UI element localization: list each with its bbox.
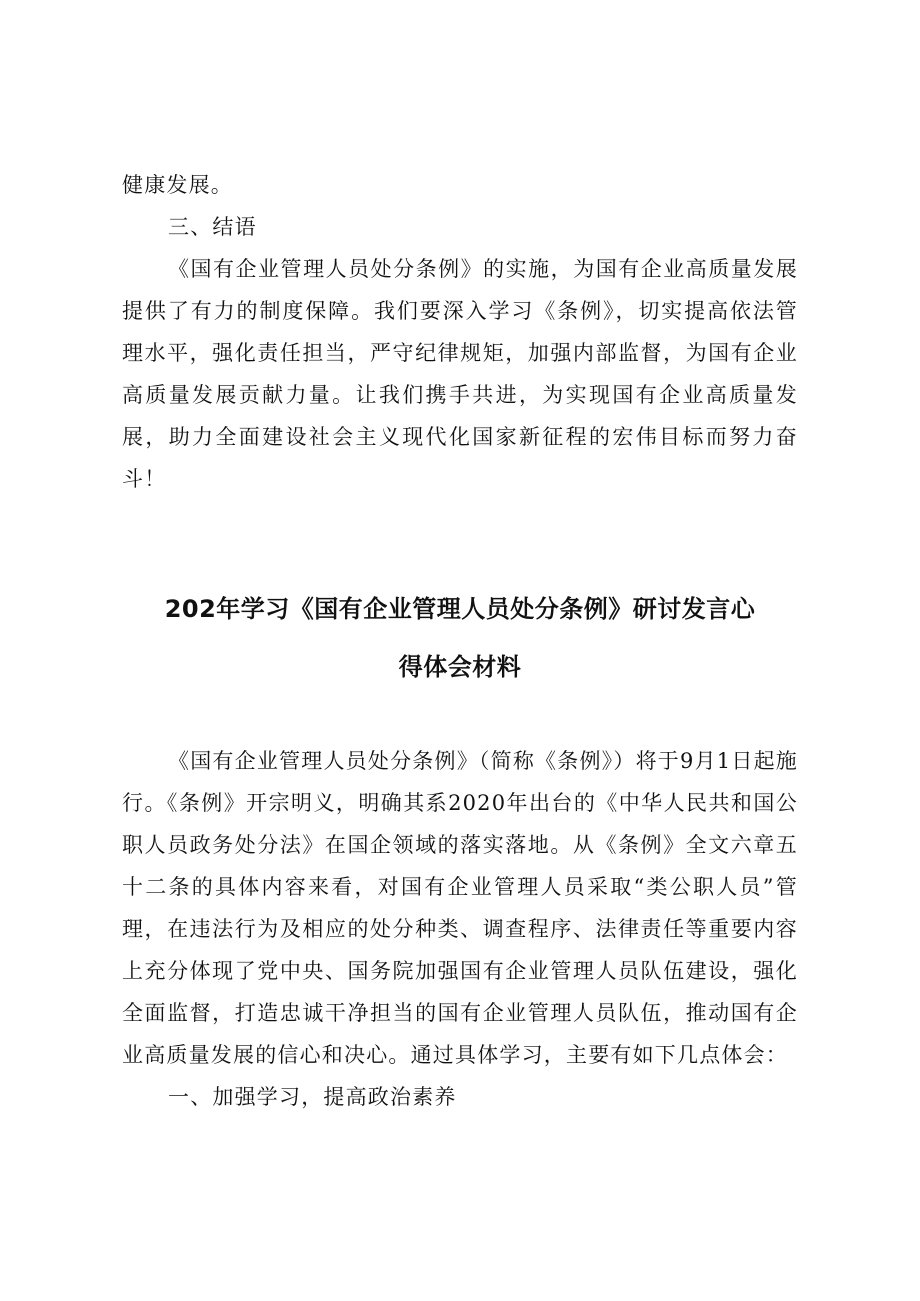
conclusion-paragraph: 《国有企业管理人员处分条例》的实施，为国有企业高质量发展提供了有力的制度保障。我们要深入学习《条例》，切实提高依法管理水平，强化责任担当，严守纪律规矩，加强内部监督，为国有企业高质量发展贡献力量。让我们携手共进，为实现国有企业高质量发展，助力全面建设社会主义现代化国家新征程的宏伟目标而努力奋斗！ <box>122 257 798 491</box>
section-heading-study: 一、加强学习，提高政治素养 <box>168 1085 457 1109</box>
section-heading-conclusion: 三、结语 <box>168 215 257 239</box>
top-section <box>122 164 798 500</box>
article-title-line-2: 得体会材料 <box>398 653 522 681</box>
intro-paragraph: 《国有企业管理人员处分条例》（简称《条例》）将于9月1日起施行。《条例》开宗明义，明确其系2020年出台的《中华人民共和国公职人员政务处分法》在国企领域的落实落地。从《条例》全文六章五十二条的具体内容来看，对国有企业管理人员采取“类公职人员”管理，在违法行为及相应的处分种类、调查程序、法律责任等重要内容上充分体现了党中央、国务院加强国有企业管理人员队伍建设，强化全面监督，打造忠诚干净担当的国有企业管理人员队伍，推动国有企业高质量发展的信心和决心。通过具体学习，主要有如下几点体会： <box>122 749 798 1067</box>
article-title-line-1: 202年学习《国有企业管理人员处分条例》研讨发言心 <box>164 595 756 623</box>
article-title <box>122 580 798 696</box>
continuation-text: 健康发展。 <box>122 173 233 197</box>
article-body <box>122 740 798 1118</box>
